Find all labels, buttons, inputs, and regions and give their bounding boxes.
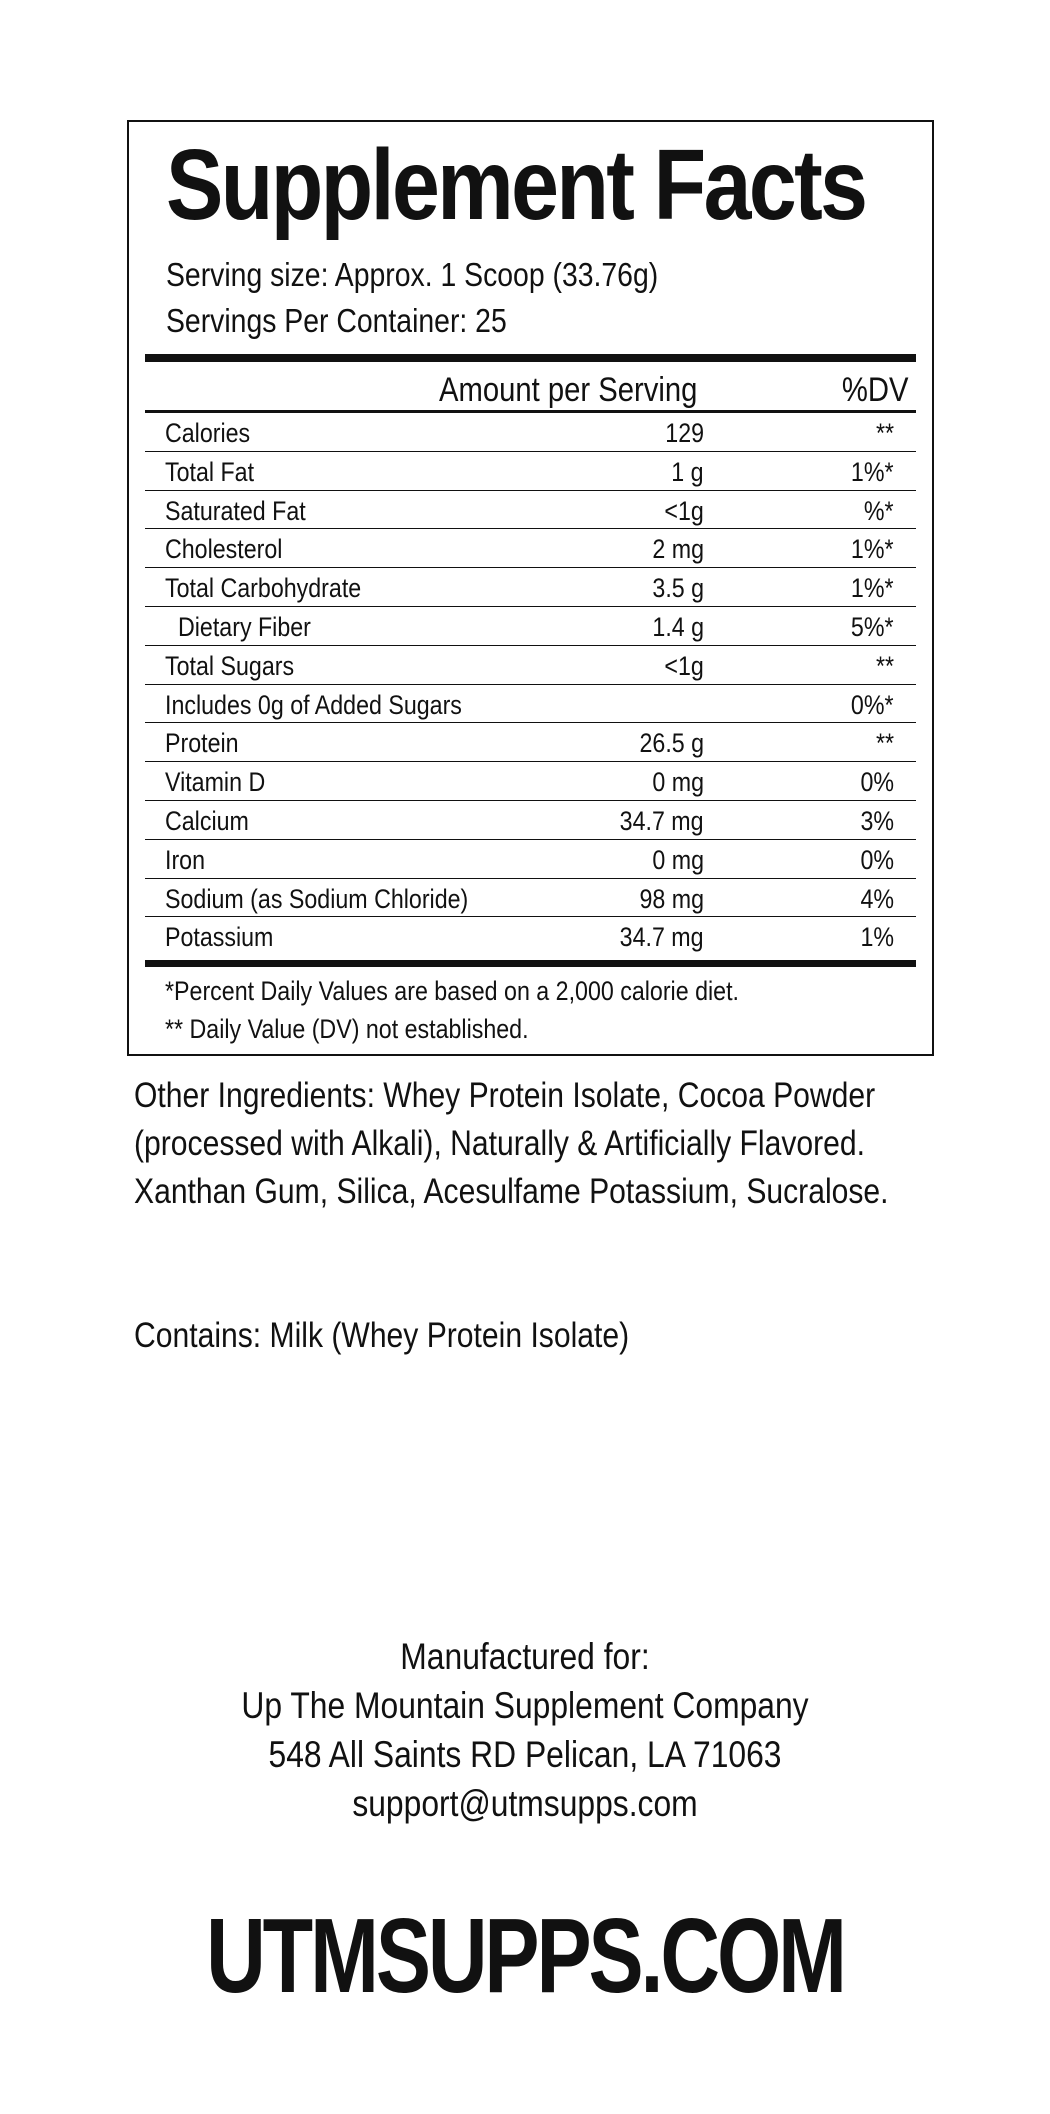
nutrient-name: Sodium (as Sodium Chloride) — [165, 883, 469, 914]
table-row — [145, 723, 916, 762]
servings-per-container: Servings Per Container: 25 — [166, 302, 507, 339]
nutrient-amount: 0 mg — [652, 844, 704, 875]
company-address: 548 All Saints RD Pelican, LA 71063 — [268, 1734, 782, 1775]
table-row — [145, 762, 916, 801]
nutrient-amount: 34.7 mg — [620, 805, 704, 836]
nutrient-name: Vitamin D — [165, 767, 266, 798]
footnotes — [165, 972, 739, 1048]
table-row — [145, 917, 916, 956]
table-row — [145, 491, 916, 530]
nutrient-name: Calories — [165, 418, 251, 448]
nutrient-dv: %* — [864, 495, 894, 526]
website-banner: UTMSUPPS.COM — [206, 1897, 844, 2015]
nutrient-dv: 1%* — [851, 456, 894, 487]
nutrient-amount: 1 g — [671, 456, 704, 487]
ingredients-line: (processed with Alkali), Naturally & Artificially Flavored. — [134, 1124, 866, 1163]
nutrient-name: Total Carbohydrate — [165, 573, 362, 604]
table-row — [145, 801, 916, 840]
footnote-not-established: ** Daily Value (DV) not established. — [165, 1014, 529, 1044]
bottom-divider — [145, 960, 916, 967]
manufactured-for-label: Manufactured for: — [400, 1636, 650, 1677]
nutrient-amount: <1g — [664, 495, 704, 526]
nutrient-name: Total Fat — [165, 456, 255, 487]
nutrient-amount: 26.5 g — [639, 728, 704, 759]
table-row — [145, 607, 916, 646]
nutrient-name: Saturated Fat — [165, 495, 306, 526]
allergen-statement: Contains: Milk (Whey Protein Isolate) — [134, 1316, 630, 1355]
nutrient-amount: 98 mg — [639, 883, 704, 914]
serving-info — [166, 252, 658, 344]
amount-column-header: Amount per Serving — [439, 371, 698, 409]
company-name: Up The Mountain Supplement Company — [241, 1685, 809, 1726]
nutrient-dv: 4% — [860, 883, 894, 914]
dv-column-header: %DV — [841, 371, 908, 409]
nutrient-dv: 0% — [860, 767, 894, 798]
table-row — [145, 413, 916, 452]
serving-size: Serving size: Approx. 1 Scoop (33.76g) — [166, 256, 659, 293]
nutrient-dv: ** — [875, 728, 894, 759]
nutrient-amount: 2 mg — [652, 534, 704, 565]
ingredients-line: Other Ingredients: Whey Protein Isolate, Cocoa Powder — [134, 1076, 876, 1115]
nutrient-name: Dietary Fiber — [178, 611, 311, 642]
table-row — [145, 646, 916, 685]
table-row — [145, 840, 916, 879]
nutrient-dv: ** — [875, 418, 894, 448]
panel-title: Supplement Facts — [166, 129, 866, 241]
nutrient-name: Total Sugars — [165, 650, 295, 681]
nutrient-dv: 1%* — [851, 573, 894, 604]
nutrient-dv: 5%* — [851, 611, 894, 642]
support-email: support@utmsupps.com — [352, 1783, 698, 1824]
nutrient-dv: 0%* — [851, 689, 894, 720]
nutrient-amount: <1g — [664, 650, 704, 681]
nutrient-dv: 1% — [860, 922, 894, 953]
nutrient-amount: 129 — [665, 418, 704, 448]
thick-divider — [145, 354, 916, 362]
nutrient-dv: 0% — [860, 844, 894, 875]
other-ingredients — [134, 1072, 889, 1216]
nutrient-name: Potassium — [165, 922, 274, 953]
nutrient-name: Cholesterol — [165, 534, 283, 565]
nutrient-dv: 1%* — [851, 534, 894, 565]
nutrient-name: Protein — [165, 728, 239, 759]
nutrient-table — [145, 413, 916, 956]
supplement-facts-panel — [127, 120, 934, 1056]
nutrient-name: Includes 0g of Added Sugars — [165, 689, 462, 720]
nutrient-name: Iron — [165, 844, 206, 875]
nutrient-dv: ** — [875, 650, 894, 681]
nutrient-amount: 3.5 g — [652, 573, 704, 604]
nutrient-amount: 0 mg — [652, 767, 704, 798]
nutrient-dv: 3% — [860, 805, 894, 836]
manufacturer-info — [0, 1632, 1050, 1828]
table-row — [145, 529, 916, 568]
table-row — [145, 685, 916, 724]
footnote-daily-values: *Percent Daily Values are based on a 2,000 calorie diet. — [165, 976, 739, 1006]
table-row — [145, 568, 916, 607]
nutrient-amount: 1.4 g — [652, 611, 704, 642]
nutrient-name: Calcium — [165, 805, 249, 836]
nutrient-amount: 34.7 mg — [620, 922, 704, 953]
table-row — [145, 879, 916, 918]
ingredients-line: Xanthan Gum, Silica, Acesulfame Potassium, Sucralose. — [134, 1172, 889, 1211]
table-row — [145, 452, 916, 491]
